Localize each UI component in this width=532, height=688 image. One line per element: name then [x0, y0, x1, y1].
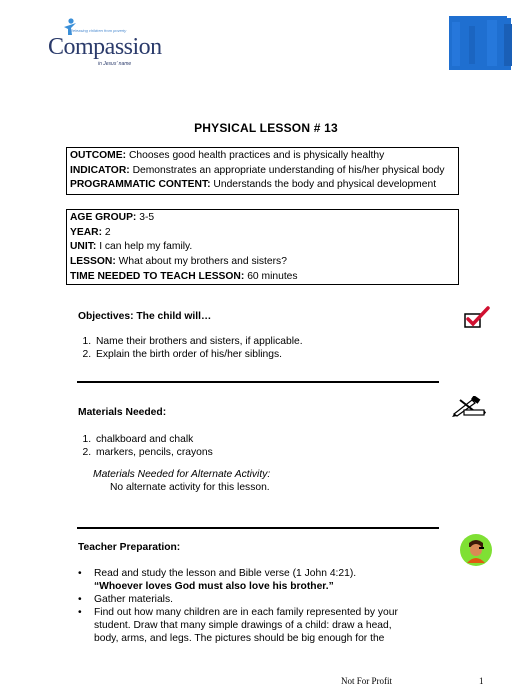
- prep-item: • Gather materials.: [78, 594, 173, 605]
- age-value: 3-5: [139, 212, 155, 223]
- prep-item-text: Find out how many children are in each family represented by your: [94, 607, 398, 618]
- prep-item: • Find out how many children are in each family represented by your student. Draw that many simple drawings of a child: draw a head, body, arms, and legs. The pictures should be big enough for the: [78, 607, 398, 644]
- materials-title: Materials Needed:: [78, 407, 167, 418]
- year-line: [70, 226, 455, 241]
- objective-item: 2. Explain the birth order of his/her siblings.: [94, 348, 474, 361]
- year-value: 2: [104, 226, 111, 238]
- time-line: [70, 270, 455, 285]
- objectives-title: Objectives: The child will…: [78, 311, 212, 322]
- section-divider: [77, 527, 439, 529]
- programmatic-line: [70, 178, 455, 193]
- age-label: AGE GROUP:: [70, 212, 137, 223]
- pencil-tools-icon: [450, 396, 486, 418]
- outcome-box: [66, 147, 459, 195]
- page-title: PHYSICAL LESSON # 13: [194, 121, 338, 135]
- bible-verse: “Whoever loves God must also love his brother.”: [94, 581, 334, 592]
- prep-item-text: body, arms, and legs. The pictures should be big enough for the: [94, 633, 385, 644]
- teacher-icon: [459, 533, 493, 567]
- blue-paint-block: [449, 16, 513, 72]
- objectives-list: [68, 335, 474, 361]
- prep-title: Teacher Preparation:: [78, 542, 181, 553]
- compassion-logo: [48, 18, 168, 74]
- year-label: YEAR:: [70, 226, 103, 238]
- outcome-value: Chooses good health practices and is physically healthy: [128, 150, 385, 161]
- programmatic-label: PROGRAMMATIC CONTENT:: [70, 179, 211, 191]
- alt-materials-title: Materials Needed for Alternate Activity:: [93, 469, 271, 480]
- lesson-line: [70, 255, 455, 270]
- age-line: [70, 211, 455, 226]
- logo-subtitle: in Jesus' name: [98, 61, 132, 67]
- footer-note: Not For Profit: [341, 676, 393, 686]
- unit-value: I can help my family.: [99, 241, 193, 253]
- time-label: TIME NEEDED TO TEACH LESSON:: [70, 270, 245, 282]
- prep-item-text: Read and study the lesson and Bible verse (1 John 4:21).: [94, 568, 357, 579]
- checkmark-icon: [464, 306, 490, 330]
- time-value: 60 minutes: [247, 270, 298, 282]
- lesson-value: What about my brothers and sisters?: [118, 256, 287, 268]
- programmatic-value: Understands the body and physical development: [213, 179, 437, 191]
- unit-line: [70, 240, 455, 255]
- objective-item: 1. Name their brothers and sisters, if applicable.: [94, 335, 474, 348]
- logo-wordmark: Compassion: [48, 34, 162, 60]
- logo-tagline: Releasing children from poverty: [70, 28, 127, 33]
- material-item: 1. chalkboard and chalk: [94, 433, 474, 446]
- outcome-label: OUTCOME:: [70, 150, 127, 161]
- page-number: 1: [479, 676, 484, 686]
- prep-item-text: Gather materials.: [94, 594, 173, 605]
- indicator-label: INDICATOR:: [70, 164, 130, 176]
- material-item: 2. markers, pencils, crayons: [94, 446, 474, 459]
- indicator-line: [70, 164, 455, 179]
- prep-item: • Read and study the lesson and Bible verse (1 John 4:21). “Whoever loves God must also love his brother.”: [78, 568, 357, 592]
- outcome-line: [70, 149, 455, 164]
- alt-materials-text: No alternate activity for this lesson.: [110, 482, 270, 493]
- section-divider: [77, 381, 439, 383]
- unit-label: UNIT:: [70, 241, 97, 253]
- prep-list: [68, 567, 494, 645]
- lesson-label: LESSON:: [70, 256, 116, 268]
- prep-item-text: student. Draw that many simple drawings of a child: draw a head,: [94, 620, 392, 631]
- indicator-value: Demonstrates an appropriate understanding of his/her physical body: [132, 164, 445, 176]
- materials-list: [68, 433, 474, 459]
- lesson-info-box: [66, 209, 459, 285]
